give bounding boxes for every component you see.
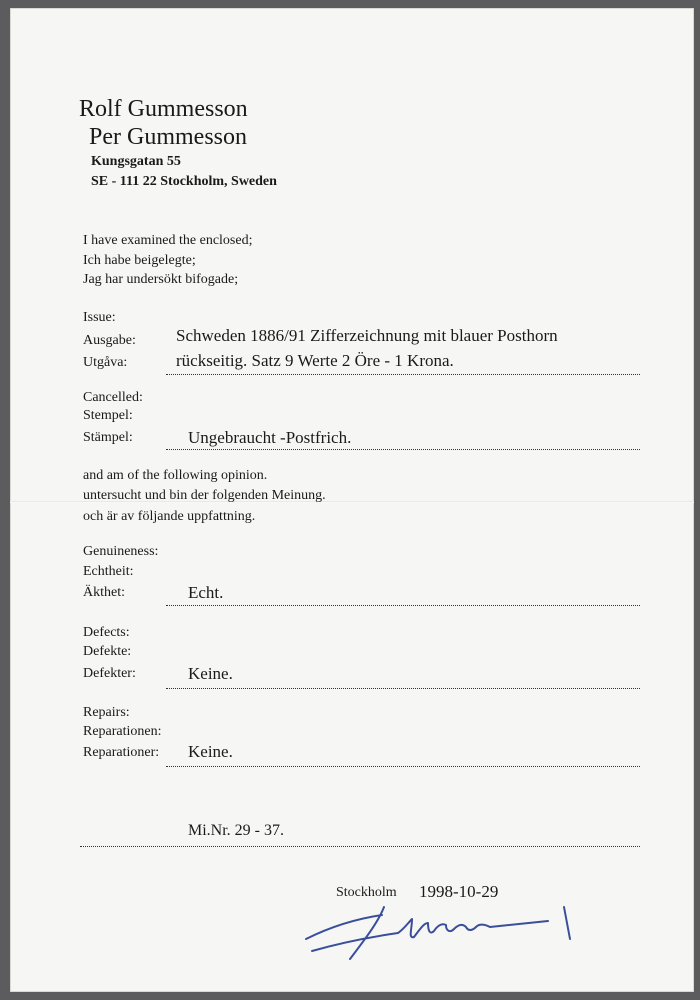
defects-dotted-line — [166, 688, 640, 689]
intro-de: Ich habe beigelegte; — [83, 253, 196, 268]
address-city: SE - 111 22 Stockholm, Sweden — [91, 174, 277, 189]
catalogue-number: Mi.Nr. 29 - 37. — [188, 822, 284, 839]
repairs-label-sv: Reparationer: — [83, 745, 160, 760]
repairs-label-de: Reparationen: — [83, 724, 162, 739]
defects-label-de: Defekte: — [83, 644, 132, 659]
address-street: Kungsgatan 55 — [91, 154, 181, 169]
cancelled-label-de: Stempel: — [83, 408, 133, 423]
catalogue-dotted-line — [80, 846, 640, 847]
expert-name-1: Rolf Gummesson — [79, 96, 248, 122]
cancelled-label-sv: Stämpel: — [83, 430, 133, 445]
issue-dotted-line — [166, 374, 640, 375]
opinion-en: and am of the following opinion. — [83, 468, 268, 483]
defects-label-sv: Defekter: — [83, 666, 136, 681]
issue-label-en: Issue: — [83, 310, 116, 325]
cancelled-value: Ungebraucht -Postfrich. — [188, 428, 352, 447]
opinion-sv: och är av följande uppfattning. — [83, 509, 256, 524]
genuineness-label-en: Genuineness: — [83, 544, 159, 559]
genuineness-dotted-line — [166, 605, 640, 606]
issue-value-line-2: rückseitig. Satz 9 Werte 2 Öre - 1 Krona. — [176, 351, 454, 370]
defects-label-en: Defects: — [83, 625, 130, 640]
certificate-sheet — [10, 8, 694, 992]
repairs-value: Keine. — [188, 742, 233, 761]
opinion-de: untersucht und bin der folgenden Meinung. — [83, 488, 326, 503]
issue-label-de: Ausgabe: — [83, 333, 136, 348]
genuineness-label-sv: Äkthet: — [83, 585, 125, 600]
genuineness-value: Echt. — [188, 583, 224, 602]
cancelled-dotted-line — [166, 449, 640, 450]
repairs-label-en: Repairs: — [83, 705, 130, 720]
genuineness-label-de: Echtheit: — [83, 564, 134, 579]
cancelled-label-en: Cancelled: — [83, 390, 143, 405]
issue-value-line-1: Schweden 1886/91 Zifferzeichnung mit blauer Posthorn — [176, 326, 558, 345]
signature-place: Stockholm — [336, 885, 397, 900]
repairs-dotted-line — [166, 766, 640, 767]
issue-label-sv: Utgåva: — [83, 355, 128, 370]
expert-name-2: Per Gummesson — [89, 124, 247, 150]
intro-sv: Jag har undersökt bifogade; — [83, 272, 239, 287]
intro-en: I have examined the enclosed; — [83, 233, 253, 248]
signature-date: 1998-10-29 — [419, 882, 499, 901]
handwritten-signature — [300, 893, 600, 973]
defects-value: Keine. — [188, 664, 233, 683]
